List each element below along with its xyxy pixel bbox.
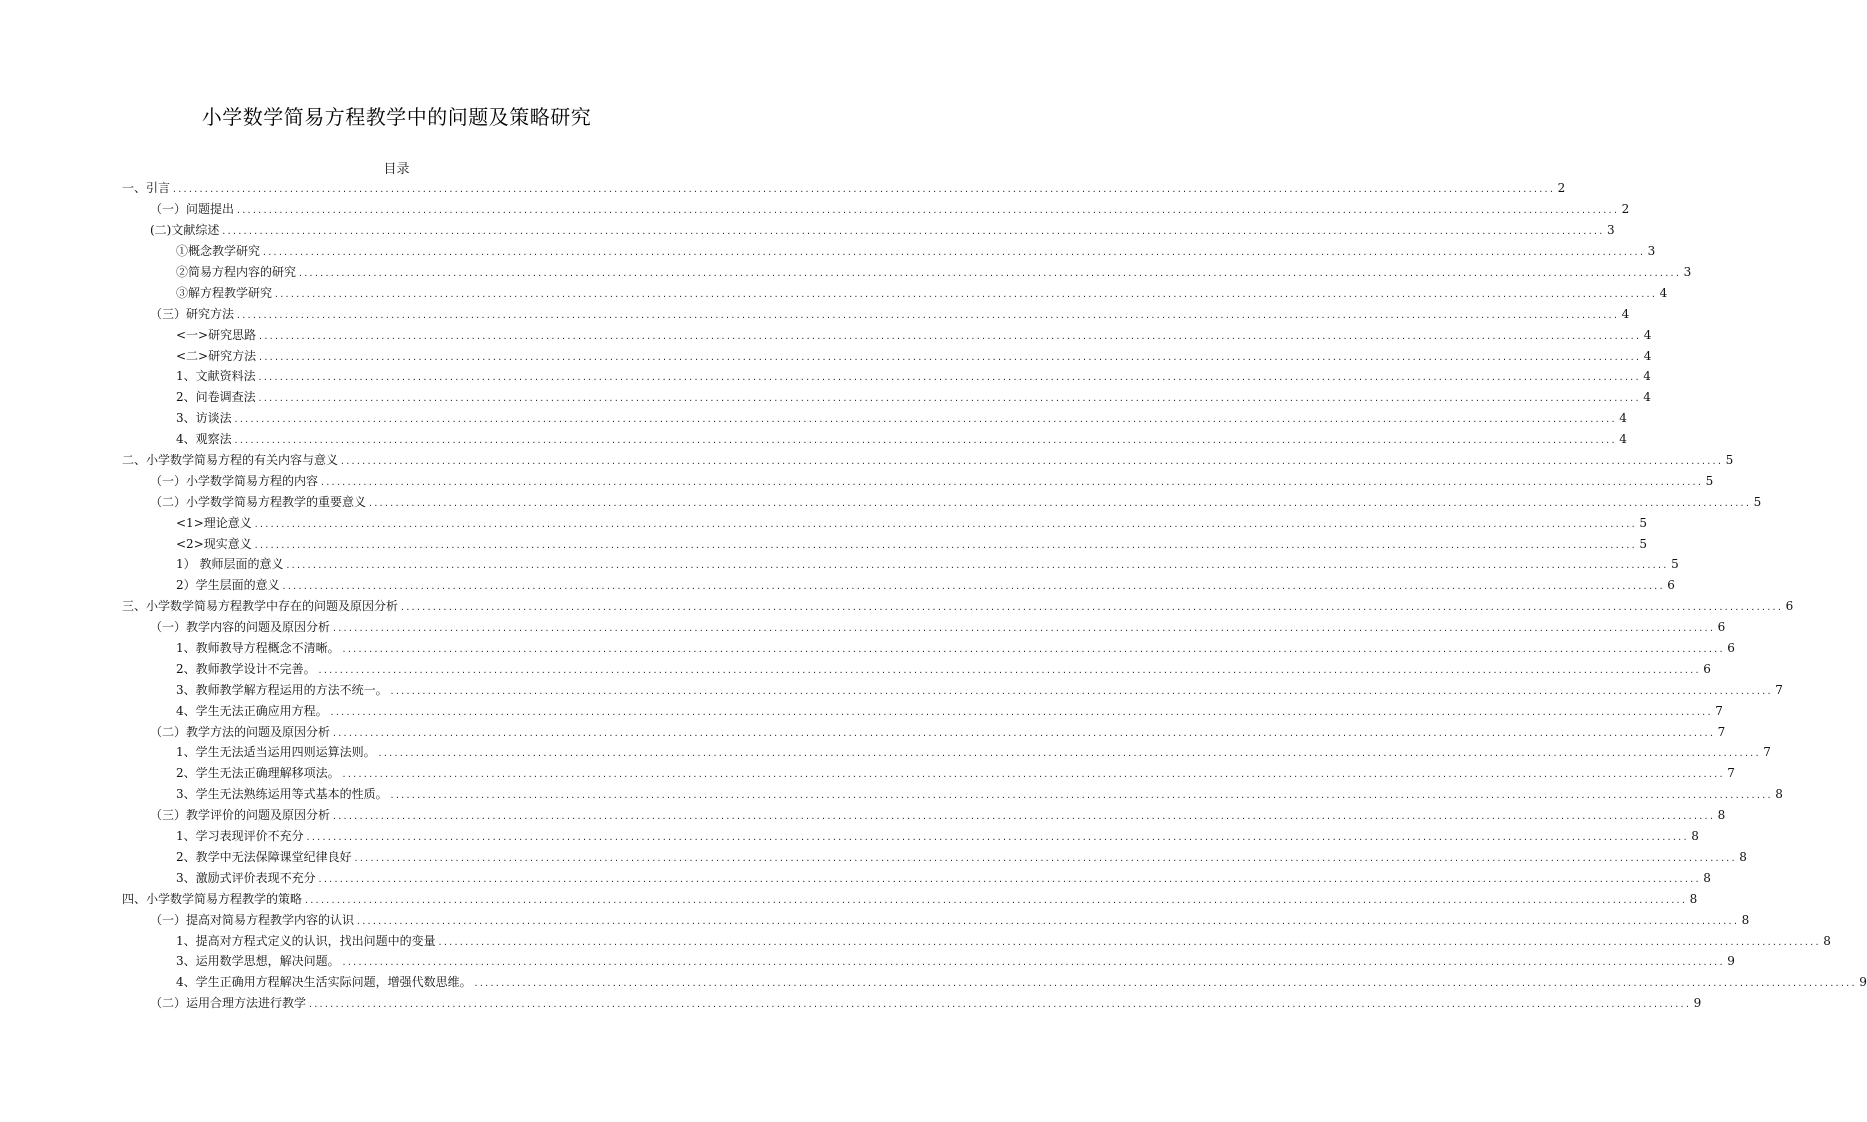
- toc-leader-dots: ....................................................................................................................................................................................................................................................................: [473, 979, 1856, 989]
- toc-entry-page-number: 5: [1671, 557, 1679, 572]
- toc-entry-page-number: 5: [1705, 473, 1714, 488]
- toc-leader-dots: ....................................................................................................................................................................................................................................................................: [320, 477, 1703, 487]
- toc-entry[interactable]: [176, 951, 1735, 972]
- toc-entry-page-number: 4: [1659, 285, 1668, 300]
- toc-entry[interactable]: [176, 387, 1651, 408]
- toc-leader-dots: ....................................................................................................................................................................................................................................................................: [377, 749, 1760, 759]
- toc-leader-dots: ....................................................................................................................................................................................................................................................................: [341, 770, 1724, 780]
- toc-leader-dots: ....................................................................................................................................................................................................................................................................: [317, 874, 1700, 884]
- toc-entry-page-number: 7: [1717, 724, 1726, 739]
- toc-entry-page-number: 5: [1639, 536, 1648, 551]
- toc-entry[interactable]: [150, 220, 1615, 241]
- toc-entry-label: （一）提高对简易方程教学内容的认识: [150, 912, 355, 927]
- toc-entry-page-number: 7: [1715, 703, 1723, 718]
- toc-entry-page-number: 5: [1753, 494, 1762, 509]
- toc-entry[interactable]: [176, 262, 1692, 283]
- toc-entry-page-number: 9: [1859, 975, 1867, 990]
- toc-leader-dots: ....................................................................................................................................................................................................................................................................: [285, 561, 1668, 571]
- toc-entry[interactable]: [176, 658, 1711, 679]
- toc-entry[interactable]: [150, 617, 1726, 638]
- toc-leader-dots: ....................................................................................................................................................................................................................................................................: [389, 686, 1772, 696]
- toc-entry[interactable]: [176, 679, 1783, 700]
- toc-entry-page-number: 9: [1693, 996, 1702, 1011]
- toc-entry-page-number: 4: [1619, 432, 1627, 447]
- toc-entry-label: 3、教师教学解方程运用的方法不统一。: [176, 682, 388, 697]
- toc-entry[interactable]: [176, 742, 1771, 763]
- toc-entry-label: <2>现实意义: [176, 536, 252, 551]
- toc-entry-page-number: 4: [1643, 390, 1651, 405]
- toc-entry[interactable]: [176, 575, 1675, 596]
- toc-entry[interactable]: [122, 596, 1794, 617]
- toc-entry[interactable]: [176, 847, 1747, 868]
- toc-entry[interactable]: [176, 867, 1711, 888]
- document-title: 小学数学简易方程教学中的问题及策略研究: [201, 105, 592, 129]
- toc-leader-dots: ....................................................................................................................................................................................................................................................................: [400, 603, 1783, 613]
- toc-entry[interactable]: [150, 721, 1726, 742]
- toc-leader-dots: ....................................................................................................................................................................................................................................................................: [298, 269, 1681, 278]
- toc-entry-page-number: 4: [1643, 348, 1652, 363]
- toc-entry-label: 1） 教师层面的意义: [176, 557, 284, 572]
- toc-leader-dots: ....................................................................................................................................................................................................................................................................: [236, 310, 1619, 320]
- toc-entry[interactable]: [176, 638, 1735, 659]
- toc-entry[interactable]: [122, 450, 1734, 471]
- toc-leader-dots: ....................................................................................................................................................................................................................................................................: [236, 206, 1619, 216]
- toc-leader-dots: ....................................................................................................................................................................................................................................................................: [332, 728, 1715, 738]
- toc-leader-dots: ....................................................................................................................................................................................................................................................................: [437, 937, 1820, 947]
- toc-leader-dots: ....................................................................................................................................................................................................................................................................: [332, 812, 1715, 822]
- toc-leader-dots: ....................................................................................................................................................................................................................................................................: [341, 645, 1724, 655]
- toc-entry[interactable]: [122, 178, 1566, 199]
- toc-leader-dots: ....................................................................................................................................................................................................................................................................: [304, 895, 1687, 905]
- toc-leader-dots: ....................................................................................................................................................................................................................................................................: [356, 916, 1739, 926]
- toc-entry-page-number: 4: [1619, 411, 1627, 426]
- toc-entry[interactable]: [176, 784, 1783, 805]
- toc-entry-label: 4、学生正确用方程解决生活实际问题，增强代数思维。: [176, 975, 472, 990]
- toc-entry-page-number: 8: [1823, 933, 1831, 948]
- toc-entry-label: （二）教学方法的问题及原因分析: [150, 724, 331, 739]
- toc-entry-page-number: 6: [1703, 661, 1711, 676]
- toc-entry-page-number: 3: [1683, 265, 1692, 279]
- toc-entry-label: 4、观察法: [176, 432, 232, 447]
- toc-entry-page-number: 8: [1717, 808, 1726, 823]
- toc-leader-dots: ....................................................................................................................................................................................................................................................................: [262, 248, 1645, 258]
- toc-entry-label: 一、引言: [122, 181, 171, 196]
- toc-entry-page-number: 3: [1607, 223, 1615, 238]
- toc-entry-label: （三）教学评价的问题及原因分析: [150, 808, 331, 823]
- toc-entry-label: （一）教学内容的问题及原因分析: [150, 620, 331, 635]
- toc-entry-label: 1、教师教导方程概念不清晰。: [176, 641, 340, 656]
- toc-entry-label: 2、问卷调查法: [176, 390, 256, 405]
- toc-entry-page-number: 8: [1739, 849, 1747, 864]
- toc-entry-label: （一）问题提出: [150, 202, 235, 217]
- toc-entry[interactable]: [176, 345, 1652, 366]
- toc-leader-dots: ....................................................................................................................................................................................................................................................................: [308, 1000, 1691, 1010]
- toc-heading: 目录: [383, 162, 410, 177]
- toc-entry[interactable]: [150, 805, 1726, 826]
- toc-leader-dots: ....................................................................................................................................................................................................................................................................: [253, 540, 1637, 550]
- toc-entry-page-number: 6: [1717, 620, 1726, 635]
- toc-entry[interactable]: [122, 888, 1698, 909]
- toc-entry-page-number: 2: [1557, 181, 1566, 196]
- toc-entry[interactable]: [176, 366, 1651, 387]
- toc-entry[interactable]: [150, 909, 1750, 930]
- toc-entry-page-number: 7: [1727, 766, 1735, 781]
- toc-entry-page-number: 9: [1727, 954, 1735, 969]
- toc-entry-label: 4、学生无法正确应用方程。: [176, 703, 328, 718]
- table-of-contents: [0, 178, 1867, 1014]
- toc-entry-page-number: 6: [1667, 578, 1675, 593]
- toc-entry-label: 2、教学中无法保障课堂纪律良好: [176, 849, 352, 864]
- toc-leader-dots: ....................................................................................................................................................................................................................................................................: [305, 833, 1688, 843]
- toc-entry-label: <一>研究思路: [176, 327, 257, 342]
- toc-entry-page-number: 3: [1647, 244, 1656, 259]
- toc-leader-dots: ....................................................................................................................................................................................................................................................................: [281, 582, 1664, 592]
- toc-entry-label: ②简易方程内容的研究: [176, 265, 297, 279]
- toc-entry[interactable]: [150, 993, 1702, 1014]
- toc-entry-label: 四、小学数学简易方程教学的策略: [122, 891, 303, 906]
- toc-entry[interactable]: [150, 199, 1630, 220]
- toc-entry[interactable]: [176, 554, 1679, 575]
- toc-entry[interactable]: [176, 700, 1723, 721]
- toc-entry[interactable]: [176, 533, 1648, 554]
- toc-entry-page-number: 2: [1621, 202, 1630, 217]
- toc-entry-label: 2、教师教学设计不完善。: [176, 661, 316, 676]
- toc-leader-dots: ....................................................................................................................................................................................................................................................................: [221, 227, 1604, 237]
- toc-entry-page-number: 8: [1775, 787, 1783, 802]
- toc-leader-dots: ....................................................................................................................................................................................................................................................................: [332, 624, 1715, 634]
- toc-entry-label: <二>研究方法: [176, 348, 257, 363]
- toc-entry-page-number: 4: [1643, 327, 1652, 342]
- toc-entry-label: （三）研究方法: [150, 306, 235, 321]
- toc-entry-label: 三、小学数学简易方程教学中存在的问题及原因分析: [122, 599, 399, 614]
- toc-leader-dots: ....................................................................................................................................................................................................................................................................: [368, 498, 1751, 508]
- toc-entry-label: ①概念教学研究: [176, 244, 261, 259]
- toc-entry-page-number: 4: [1621, 306, 1630, 321]
- toc-entry-label: （二）小学数学简易方程教学的重要意义: [150, 494, 367, 509]
- toc-entry-label: 3、运用数学思想，解决问题。: [176, 954, 340, 969]
- toc-entry-page-number: 5: [1725, 453, 1734, 468]
- toc-entry[interactable]: [150, 470, 1714, 491]
- toc-leader-dots: ....................................................................................................................................................................................................................................................................: [258, 331, 1641, 341]
- toc-entry-page-number: 6: [1727, 641, 1735, 656]
- toc-entry[interactable]: [150, 491, 1762, 512]
- toc-entry[interactable]: [176, 930, 1831, 951]
- toc-entry-page-number: 4: [1643, 369, 1651, 384]
- toc-entry-label: 2、学生无法正确理解移项法。: [176, 766, 340, 781]
- toc-leader-dots: ....................................................................................................................................................................................................................................................................: [389, 791, 1772, 801]
- toc-leader-dots: ....................................................................................................................................................................................................................................................................: [317, 665, 1700, 675]
- toc-leader-dots: ....................................................................................................................................................................................................................................................................: [274, 289, 1657, 299]
- toc-leader-dots: ....................................................................................................................................................................................................................................................................: [341, 958, 1724, 968]
- toc-entry-page-number: 8: [1703, 870, 1711, 885]
- toc-entry-label: 1、文献资料法: [176, 369, 256, 384]
- toc-leader-dots: ....................................................................................................................................................................................................................................................................: [329, 707, 1712, 717]
- toc-entry[interactable]: [150, 303, 1630, 324]
- toc-entry-page-number: 8: [1741, 912, 1750, 927]
- toc-entry[interactable]: [176, 972, 1867, 993]
- toc-entry-page-number: 8: [1691, 829, 1699, 844]
- toc-entry-label: 1、提高对方程式定义的认识，找出问题中的变量: [176, 933, 436, 948]
- toc-leader-dots: ....................................................................................................................................................................................................................................................................: [233, 415, 1616, 425]
- toc-entry[interactable]: [176, 241, 1656, 262]
- toc-entry[interactable]: [176, 282, 1668, 303]
- toc-entry-label: (二)文献综述: [150, 223, 220, 238]
- toc-entry-label: ③解方程教学研究: [176, 285, 273, 300]
- toc-entry-page-number: 6: [1785, 599, 1794, 614]
- toc-entry-page-number: 8: [1689, 891, 1698, 906]
- toc-entry-label: 2）学生层面的意义: [176, 578, 280, 593]
- toc-entry[interactable]: [176, 763, 1735, 784]
- toc-entry-label: 3、访谈法: [176, 411, 232, 426]
- toc-leader-dots: ....................................................................................................................................................................................................................................................................: [257, 394, 1640, 404]
- toc-entry-label: （一）小学数学简易方程的内容: [150, 473, 319, 488]
- toc-leader-dots: ....................................................................................................................................................................................................................................................................: [233, 436, 1616, 446]
- toc-entry-label: （二）运用合理方法进行教学: [150, 996, 307, 1011]
- toc-entry[interactable]: [176, 826, 1699, 847]
- toc-entry[interactable]: [176, 429, 1627, 450]
- toc-entry[interactable]: [176, 512, 1648, 533]
- toc-entry-page-number: 7: [1763, 745, 1771, 760]
- toc-entry-label: 3、激励式评价表现不充分: [176, 870, 316, 885]
- toc-entry-label: 二、小学数学简易方程的有关内容与意义: [122, 453, 339, 468]
- toc-entry-label: 1、学生无法适当运用四则运算法则。: [176, 745, 376, 760]
- toc-leader-dots: ....................................................................................................................................................................................................................................................................: [257, 373, 1640, 383]
- toc-leader-dots: ....................................................................................................................................................................................................................................................................: [340, 457, 1723, 467]
- toc-entry-page-number: 7: [1775, 682, 1783, 697]
- toc-entry-label: 1、学习表现评价不充分: [176, 829, 304, 844]
- toc-leader-dots: ....................................................................................................................................................................................................................................................................: [253, 519, 1637, 529]
- toc-entry[interactable]: [176, 408, 1627, 429]
- toc-leader-dots: ....................................................................................................................................................................................................................................................................: [353, 853, 1736, 863]
- toc-entry[interactable]: [176, 324, 1652, 345]
- toc-entry-page-number: 5: [1639, 515, 1648, 530]
- toc-entry-label: <1>理论意义: [176, 515, 252, 530]
- toc-entry-label: 3、学生无法熟练运用等式基本的性质。: [176, 787, 388, 802]
- toc-leader-dots: ....................................................................................................................................................................................................................................................................: [258, 352, 1641, 362]
- toc-leader-dots: ....................................................................................................................................................................................................................................................................: [172, 185, 1555, 195]
